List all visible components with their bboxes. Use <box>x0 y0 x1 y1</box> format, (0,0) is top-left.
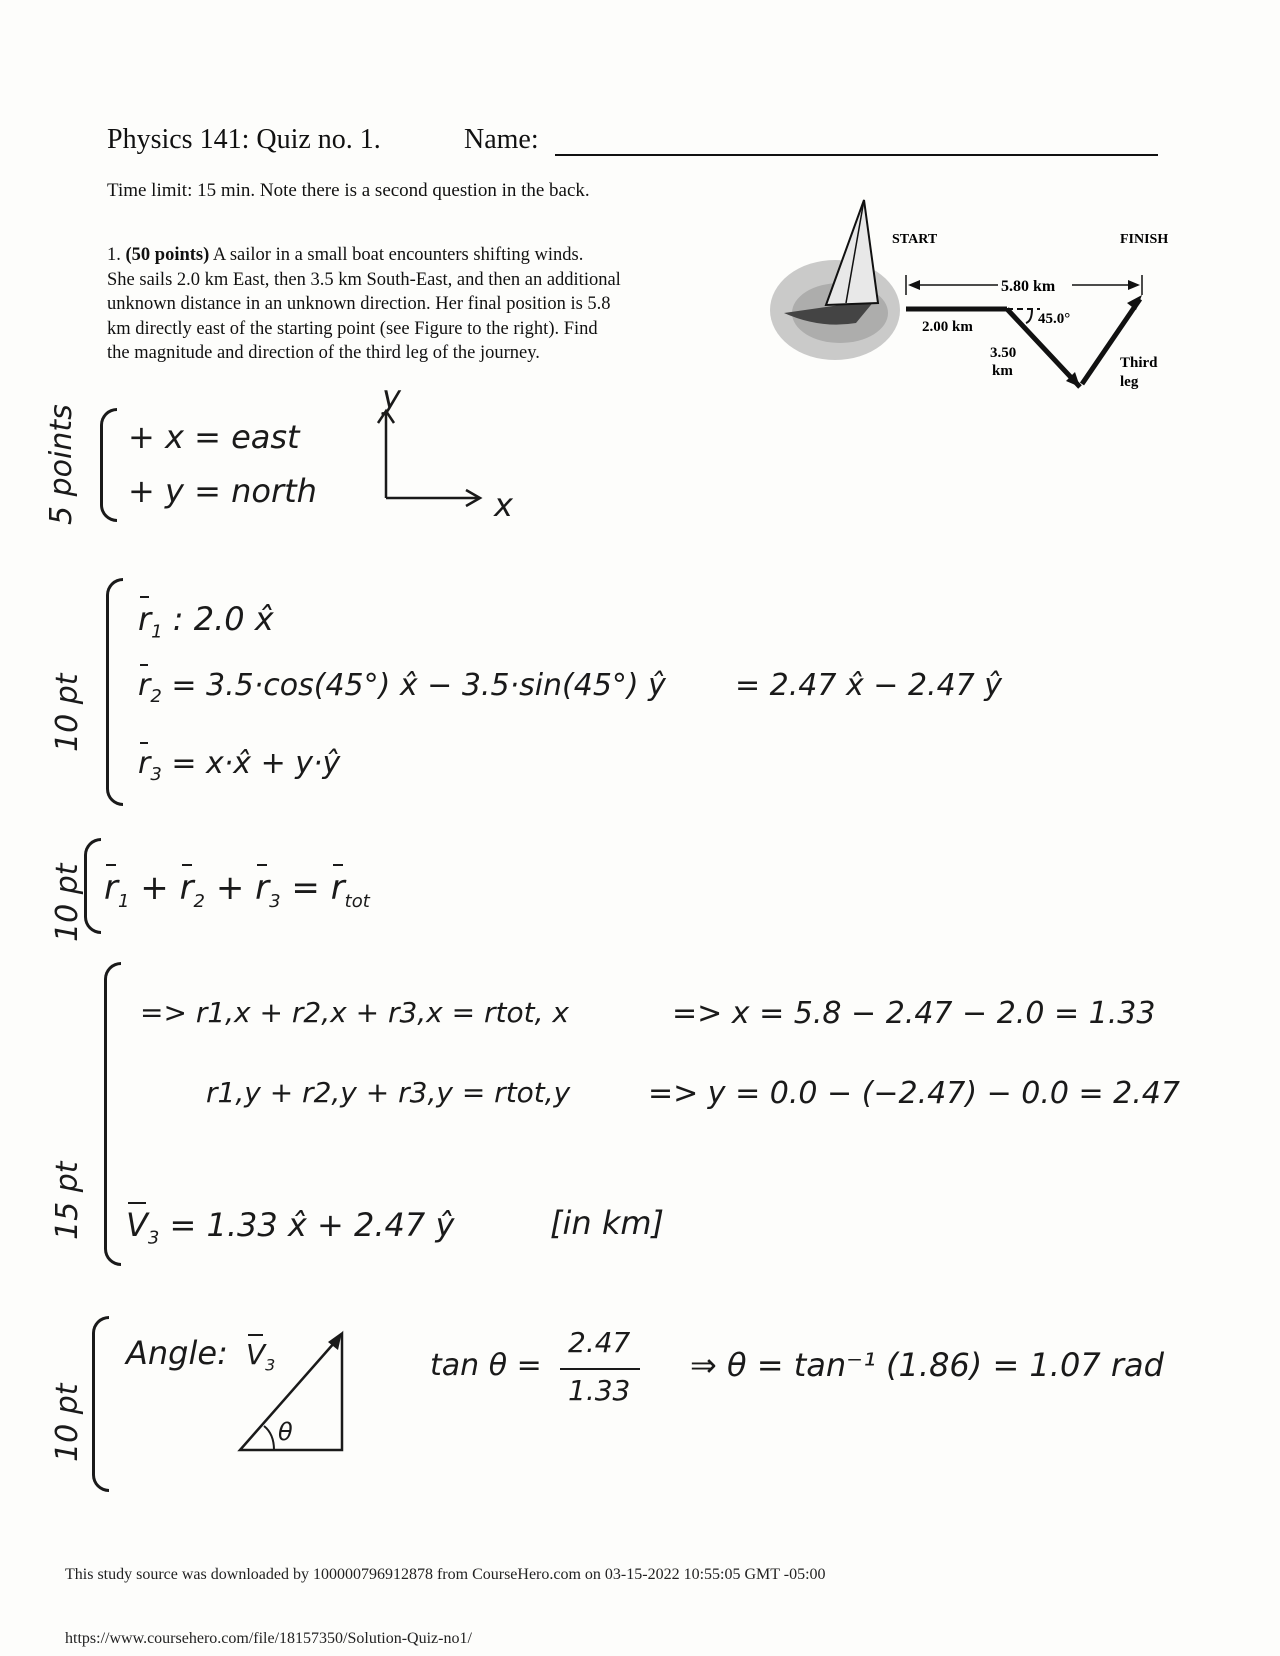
question-text <box>107 243 747 366</box>
triangle-v3-symbol: V <box>246 1338 266 1371</box>
r3-symbol: r <box>138 746 151 781</box>
tan-denominator: 1.33 <box>568 1374 631 1407</box>
sum-rtot: r <box>330 868 345 908</box>
sum-r3-subscript: 3 <box>269 890 281 912</box>
component-y-result: => y = 0.0 − (−2.47) − 0.0 = 2.47 <box>648 1076 1180 1111</box>
tan-label: tan θ = <box>430 1348 542 1383</box>
fraction-bar <box>560 1368 640 1370</box>
third-leg-label: leg <box>1120 374 1139 390</box>
section-points: 10 pt <box>50 1383 85 1462</box>
r2-result: = 2.47 x̂ − 2.47 ŷ <box>735 668 1003 703</box>
sum-equals: = <box>291 868 320 908</box>
v3-symbol: V <box>126 1206 148 1244</box>
component-x-result: => x = 5.8 − 2.47 − 2.0 = 1.33 <box>672 996 1156 1031</box>
sum-plus: + <box>140 868 169 908</box>
r2-subscript: 2 <box>150 686 162 707</box>
time-limit-note: Time limit: 15 min. Note there is a second question in the back. <box>107 180 590 201</box>
leg2-label: 3.50 <box>990 345 1017 361</box>
sailboat-figure <box>770 195 1170 410</box>
section-points: 5 points <box>44 404 79 525</box>
y-axis-label: y <box>382 378 401 416</box>
r2-equation: = 3.5·cos(45°) x̂ − 3.5·sin(45°) ŷ <box>171 668 666 703</box>
section-brace <box>104 962 121 1266</box>
section-brace <box>106 578 123 806</box>
sum-r2-subscript: 2 <box>193 890 205 912</box>
sum-r1: r <box>104 868 118 908</box>
question-line: She sails 2.0 km East, then 3.5 km South-East, and then an additional <box>107 269 621 290</box>
vector-sum-equation <box>104 868 370 912</box>
v3-result <box>126 1206 454 1248</box>
vector-r1 <box>138 600 274 642</box>
quiz-title: Physics 141: Quiz no. 1. <box>107 124 381 155</box>
section-brace <box>100 408 117 522</box>
vector-r2 <box>138 668 666 707</box>
third-leg-label: Third <box>1120 355 1158 371</box>
finish-label: FINISH <box>1120 232 1169 247</box>
r1-symbol: r <box>138 600 152 638</box>
download-notice: This study source was downloaded by 100000796912878 from CourseHero.com on 03-15-2022 10:55:05 GMT -05:00 <box>65 1566 826 1583</box>
section-points: 10 pt <box>50 673 85 752</box>
question-number: 1. <box>107 245 121 265</box>
sail-icon <box>826 200 878 305</box>
v3-subscript: 3 <box>147 1227 160 1249</box>
axis-definition: + x = east <box>128 418 300 456</box>
unit-note: [in km] <box>550 1204 665 1242</box>
angle-result: ⇒ θ = tan⁻¹ (1.86) = 1.07 rad <box>690 1346 1164 1384</box>
question-line: A sailor in a small boat encounters shifting winds. <box>212 245 584 265</box>
name-line[interactable] <box>555 154 1158 156</box>
question-line: km directly east of the starting point (see Figure to the right). Find <box>107 318 598 339</box>
section-points: 15 pt <box>50 1161 85 1240</box>
r3-equation: = x·x̂ + y·ŷ <box>171 746 341 781</box>
sum-rtot-subscript: tot <box>344 890 370 912</box>
component-x-sum: => r1,x + r2,x + r3,x = rtot, x <box>140 996 569 1029</box>
section-brace <box>92 1316 109 1492</box>
r1-subscript: 1 <box>151 621 163 643</box>
tan-numerator: 2.47 <box>568 1326 631 1359</box>
start-label: START <box>892 232 938 247</box>
r3-subscript: 3 <box>150 764 162 785</box>
section-brace <box>84 838 101 934</box>
name-label: Name: <box>464 124 539 155</box>
triangle-v3-subscript: 3 <box>265 1355 276 1375</box>
vector-r3 <box>138 746 340 785</box>
question-points: (50 points) <box>125 245 210 265</box>
angle-label: Angle: <box>126 1334 228 1372</box>
leg2-unit: km <box>992 363 1013 379</box>
x-axis-label: x <box>494 486 513 524</box>
sum-plus: + <box>215 868 245 908</box>
total-distance-label: 5.80 km <box>1001 278 1056 295</box>
source-url-link[interactable]: https://www.coursehero.com/file/18157350/Solution-Quiz-no1/ <box>65 1630 472 1647</box>
theta-symbol: θ <box>278 1418 293 1446</box>
sum-r3: r <box>255 868 270 908</box>
r2-symbol: r <box>138 668 151 703</box>
question-line: the magnitude and direction of the third leg of the journey. <box>107 343 540 363</box>
sum-r2: r <box>179 868 194 908</box>
component-y-sum: r1,y + r2,y + r3,y = rtot,y <box>206 1076 571 1109</box>
axis-definition: + y = north <box>128 472 317 510</box>
v3-equation: = 1.33 x̂ + 2.47 ŷ <box>169 1206 455 1244</box>
question-line: unknown distance in an unknown direction. Her final position is 5.8 <box>107 294 611 314</box>
section-points: 10 pt <box>50 863 85 942</box>
sum-r1-subscript: 1 <box>117 890 130 912</box>
leg1-label: 2.00 km <box>922 319 973 335</box>
angle-label: 45.0° <box>1038 311 1071 327</box>
r1-equation: : 2.0 x̂ <box>172 600 274 638</box>
